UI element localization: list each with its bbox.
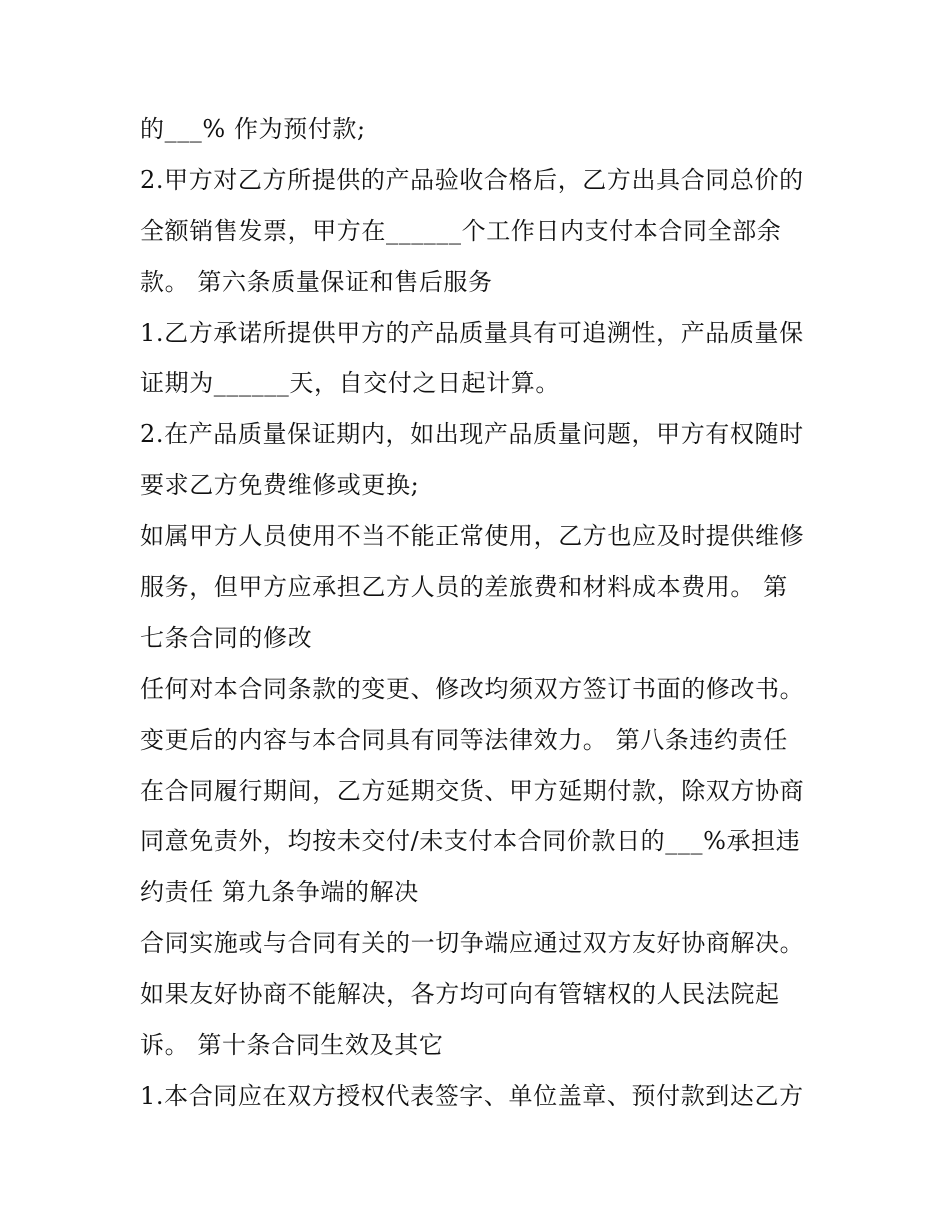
- text-line: 全额销售发票，甲方在______个工作日内支付本合同全部余: [140, 216, 782, 245]
- text-line: 变更后的内容与本合同具有同等法律效力。 第八条违约责任: [140, 725, 788, 754]
- text-line: 同意免责外，均按未交付/未支付本合同价款日的___%承担违: [140, 827, 801, 856]
- text-line: 诉。 第十条合同生效及其它: [140, 1031, 444, 1060]
- text-line: 的___% 作为预付款;: [140, 115, 366, 143]
- text-line: 2.在产品质量保证期内，如出现产品质量问题，甲方有权随时: [140, 420, 804, 449]
- text-line: 1.本合同应在双方授权代表签字、单位盖章、预付款到达乙方: [140, 1081, 804, 1110]
- document-body: [140, 104, 820, 1122]
- text-line: 如属甲方人员使用不当不能正常使用，乙方也应及时提供维修: [140, 522, 805, 551]
- text-line: 如果友好协商不能解决，各方均可向有管辖权的人民法院起: [140, 980, 780, 1009]
- text-line: 在合同履行期间，乙方延期交货、甲方延期付款，除双方协商: [140, 776, 805, 805]
- text-line: 2.甲方对乙方所提供的产品验收合格后，乙方出具合同总价的: [140, 165, 804, 194]
- text-line: 约责任 第九条争端的解决: [140, 878, 419, 907]
- text-line: 证期为______天，自交付之日起计算。: [140, 369, 560, 398]
- text-line: 1.乙方承诺所提供甲方的产品质量具有可追溯性，产品质量保: [140, 318, 804, 347]
- text-line: 服务，但甲方应承担乙方人员的差旅费和材料成本费用。 第: [140, 573, 788, 602]
- text-line: 任何对本合同条款的变更、修改均须双方签订书面的修改书。: [140, 674, 805, 703]
- text-line: 七条合同的修改: [140, 623, 313, 652]
- text-line: 款。 第六条质量保证和售后服务: [140, 267, 493, 296]
- text-line: 要求乙方免费维修或更换;: [140, 471, 420, 500]
- text-line: 合同实施或与合同有关的一切争端应通过双方友好协商解决。: [140, 929, 805, 958]
